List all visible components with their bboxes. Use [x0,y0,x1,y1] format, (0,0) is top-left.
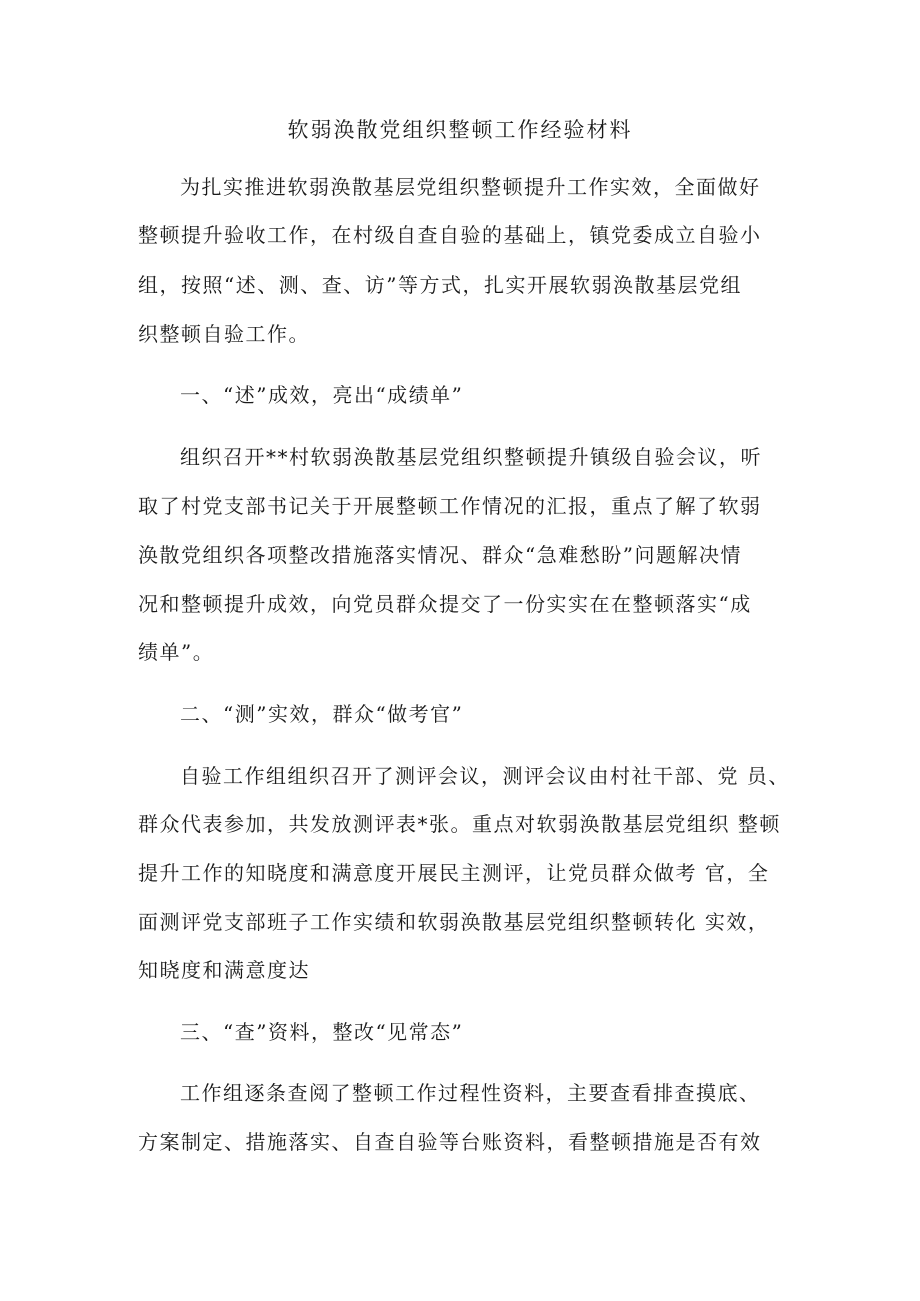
intro-line-4: 织整顿自验工作。 [138,322,310,346]
section2-line-4: 面测评党支部班子工作实绩和软弱涣散基层党组织整顿转化 实效， [138,910,770,934]
section2-line-2: 群众代表参加，共发放测评表*张。重点对软弱涣散基层党组织 整顿 [138,812,781,836]
intro-line-3: 组，按照“述、测、查、访”等方式，扎实开展软弱涣散基层党组 [138,273,742,297]
intro-line-1: 为扎实推进软弱涣散基层党组织整顿提升工作实效，全面做好 [180,175,761,199]
section2-line-1: 自验工作组组织召开了测评会议，测评会议由村社干部、党 员、 [180,764,790,788]
intro-line-2: 整顿提升验收工作，在村级自查自验的基础上，镇党委成立自验小 [138,223,762,247]
section1-line-5: 绩单”。 [138,640,215,664]
section3-line-2: 方案制定、措施落实、自查自验等台账资料，看整顿措施是否有效 [138,1130,762,1154]
document-title: 软弱涣散党组织整顿工作经验材料 [287,118,633,142]
section2-line-5: 知晓度和满意度达 [138,958,310,982]
section1-heading: 一、“述”成效，亮出“成绩单” [180,383,464,407]
section1-line-1: 组织召开**村软弱涣散基层党组织整顿提升镇级自验会议，听 [180,445,762,469]
section1-line-4: 况和整顿提升成效，向党员群众提交了一份实实在在整顿落实“成 [138,592,752,616]
section1-line-3: 涣散党组织各项整改措施落实情况、群众“急难愁盼”问题解决情 [138,543,742,567]
section3-heading: 三、“查”资料，整改“见常态” [180,1020,464,1044]
section1-line-2: 取了村党支部书记关于开展整顿工作情况的汇报，重点了解了软弱 [138,494,762,518]
section2-line-3: 提升工作的知晓度和满意度开展民主测评，让党员群众做考 官，全 [138,861,770,885]
section2-heading: 二、“测”实效，群众“做考官” [180,702,464,726]
section3-line-1: 工作组逐条查阅了整顿工作过程性资料，主要查看排查摸底、 [180,1081,761,1105]
